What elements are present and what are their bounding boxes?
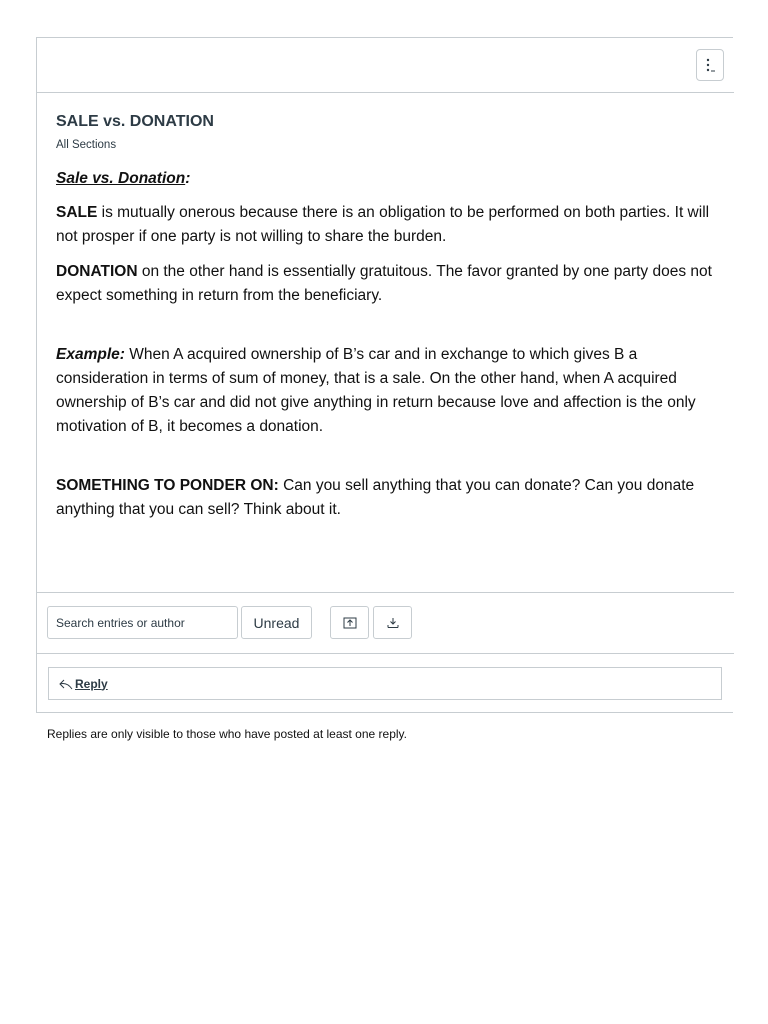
post-heading-text: Sale vs. Donation <box>56 170 186 187</box>
reply-button[interactable] <box>48 667 722 700</box>
discussion-card <box>36 37 733 713</box>
donation-definition: on the other hand is essentially gratuitous. The favor granted by one party does not expect something in return from the beneficiary. <box>56 263 712 304</box>
search-input[interactable] <box>47 606 238 639</box>
reply-label: Reply <box>75 676 108 691</box>
unread-filter-button[interactable]: Unread <box>241 606 312 639</box>
ponder-text: Can you sell anything that you can donate? Can you donate anything that you can sell? Think about it. <box>56 477 695 518</box>
discussion-header-bar <box>37 38 734 93</box>
post-heading-colon: : <box>185 170 191 187</box>
options-menu-button[interactable] <box>696 49 724 81</box>
post-body <box>56 167 721 522</box>
example-text: When A acquired ownership of B’s car and in exchange to which gives B a consideration in terms of sum of money, that is a sale. On the other hand, when A acquired ownership of B’s car and did not give anything in return because love and affection is the only motivation of B, it becomes a donation. <box>56 346 696 435</box>
kebab-vertical-icon <box>704 57 716 73</box>
reply-arrow-icon <box>59 678 73 690</box>
example-label: Example: <box>56 346 125 363</box>
discussion-toolbar <box>37 592 734 654</box>
replies-visibility-note: Replies are only visible to those who have posted at least one reply. <box>47 727 407 741</box>
post-heading <box>56 167 721 191</box>
paragraph-donation <box>56 260 721 308</box>
arrow-down-box-icon <box>386 617 400 629</box>
post-sections: All Sections <box>56 139 117 151</box>
post-title: SALE vs. DONATION <box>56 113 214 130</box>
donation-term: DONATION <box>56 263 138 280</box>
paragraph-sale <box>56 201 721 249</box>
paragraph-ponder <box>56 474 721 522</box>
sale-term: SALE <box>56 204 98 221</box>
collapse-threads-button[interactable] <box>373 606 412 639</box>
ponder-label: SOMETHING TO PONDER ON: <box>56 477 279 494</box>
sale-definition: is mutually onerous because there is an obligation to be performed on both parties. It will not prosper if one party is not willing to share the burden. <box>56 204 710 245</box>
arrow-up-box-icon <box>343 617 357 629</box>
post-content <box>56 112 721 522</box>
expand-threads-button[interactable] <box>330 606 369 639</box>
paragraph-example <box>56 343 721 439</box>
